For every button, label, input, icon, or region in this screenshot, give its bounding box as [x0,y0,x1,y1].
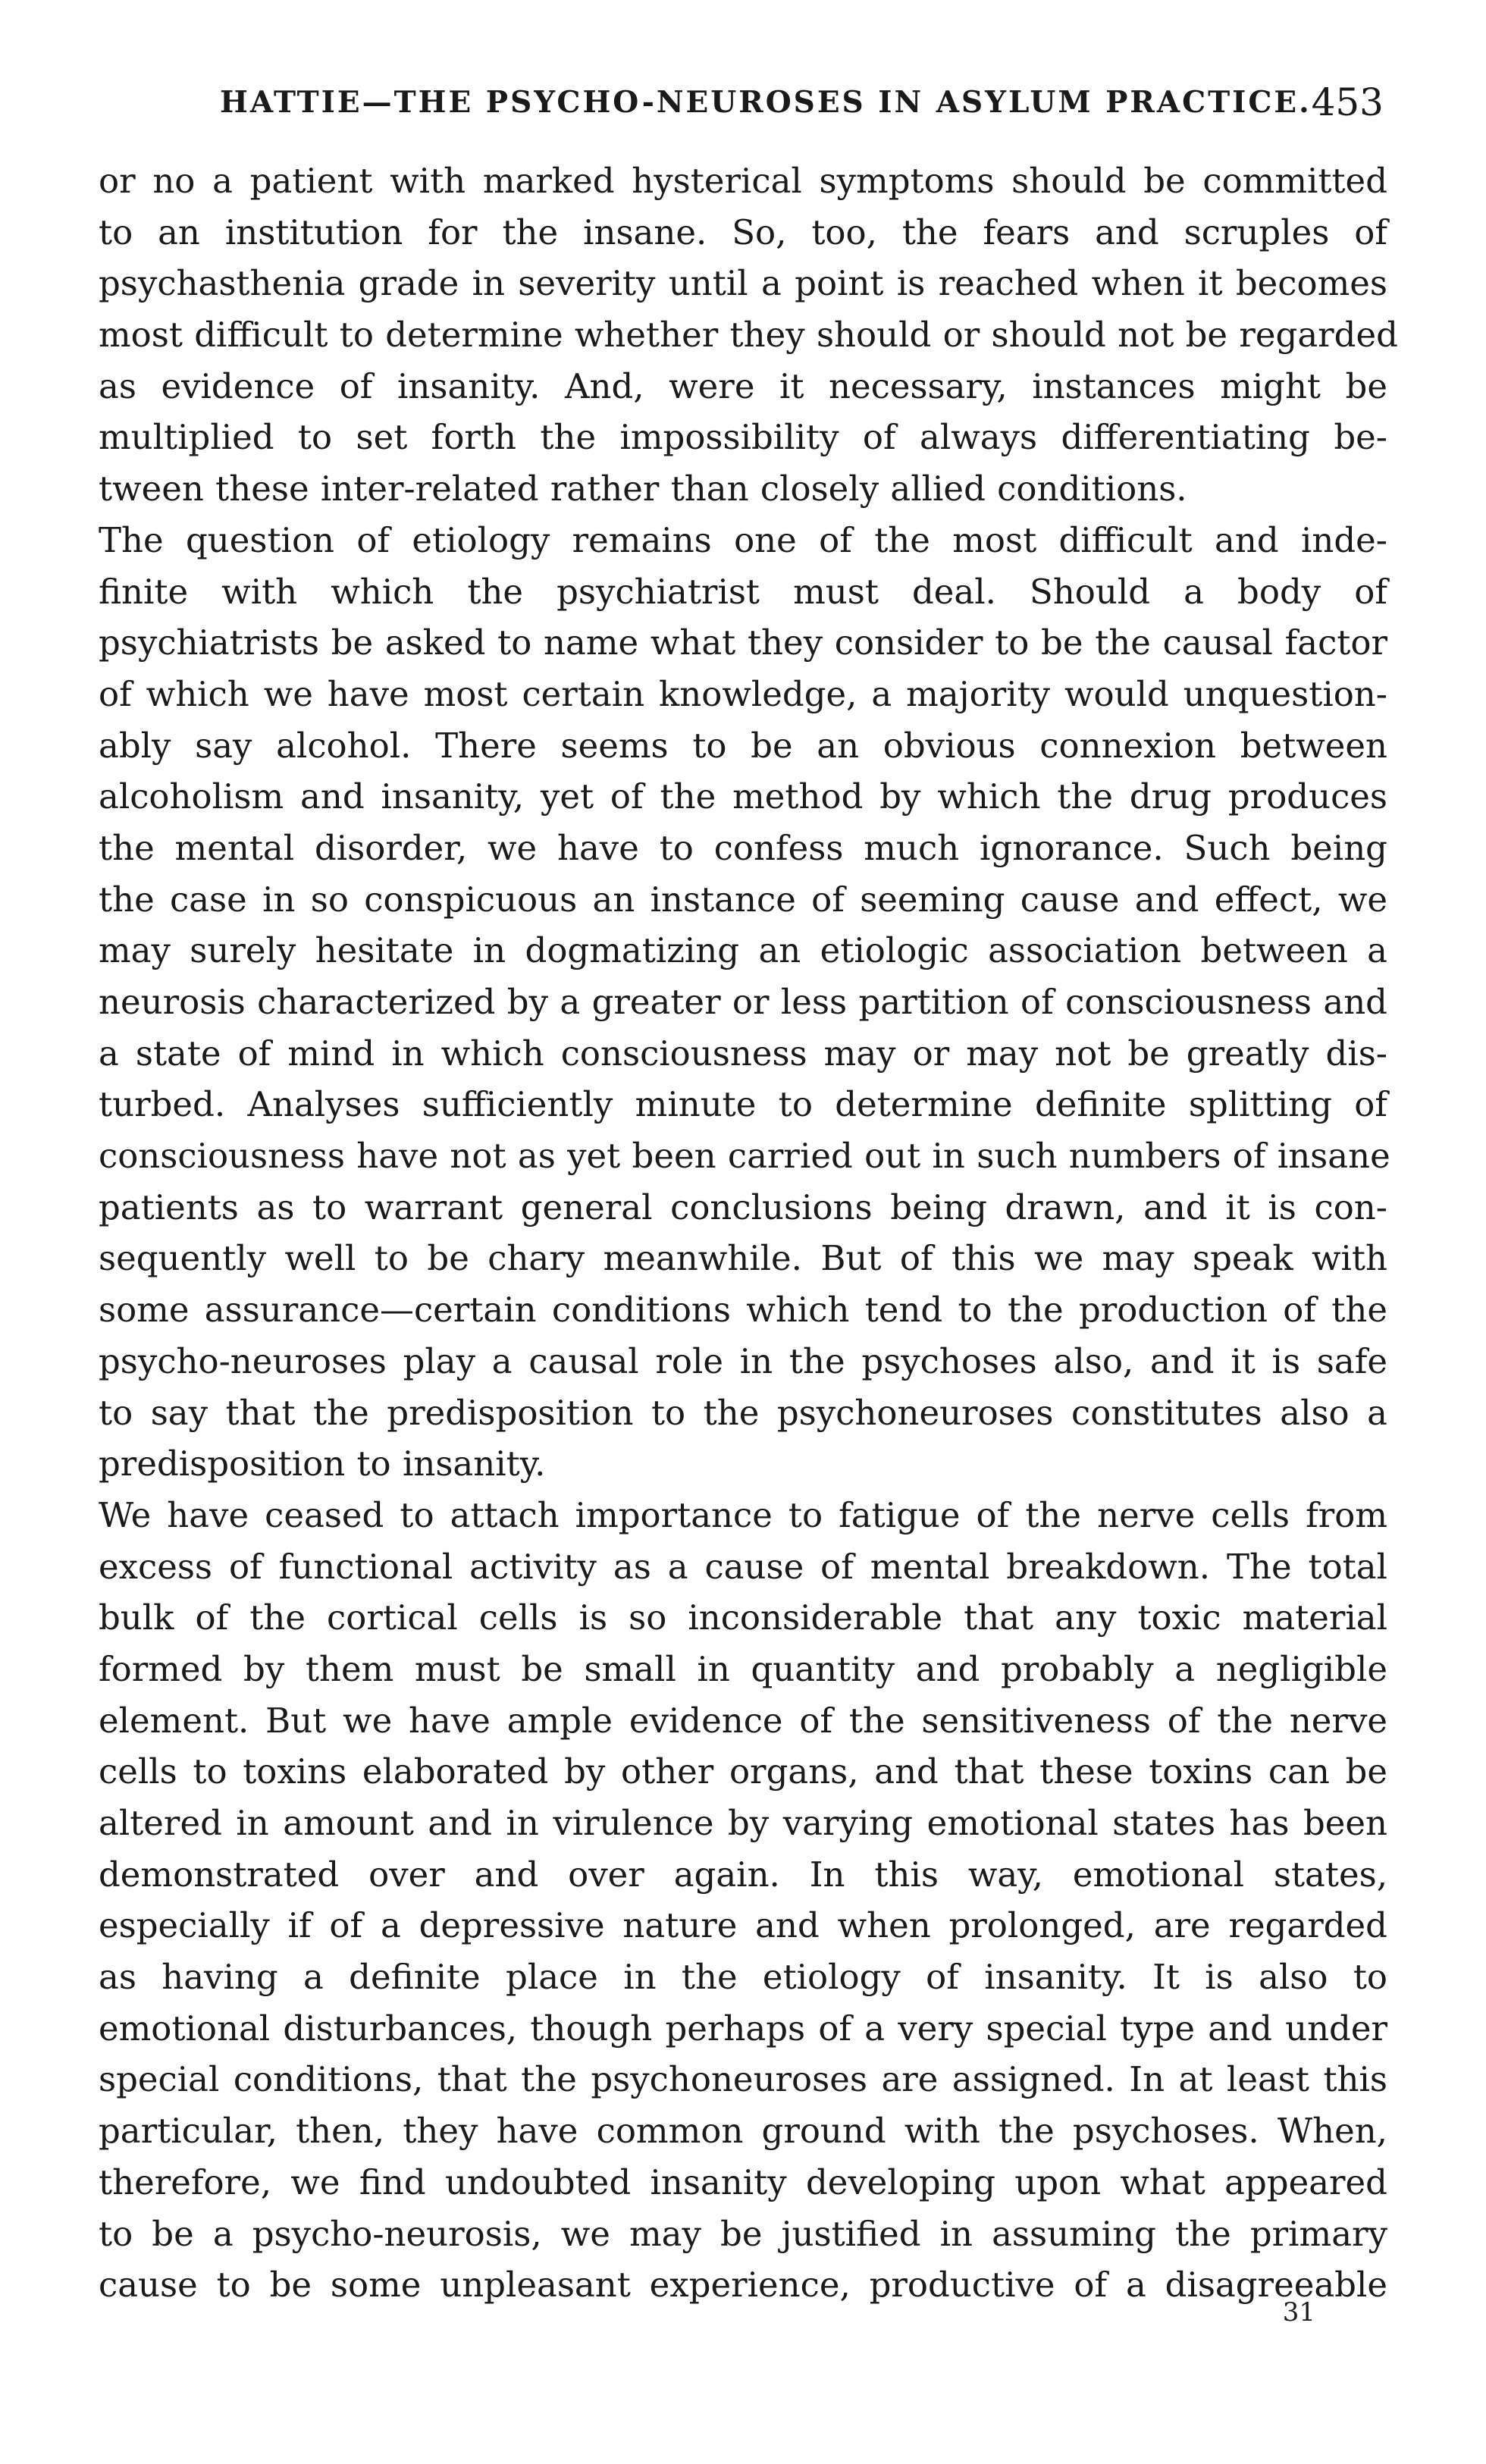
text-line: the mental disorder, we have to confess much ignorance. Such being [99,827,1387,868]
text-line: altered in amount and in virulence by varying emotional states has been [99,1803,1387,1843]
text-line: turbed. Analyses sufficiently minute to determine definite splitting of [99,1084,1387,1125]
text-line: special conditions, that the psychoneuroses are assigned. In at least this [99,2059,1387,2100]
text-line: ably say alcohol. There seems to be an obvious connexion between [99,725,1387,766]
text-line: of which we have most certain knowledge, a majority would unquestion- [99,673,1387,714]
text-line: finite with which the psychiatrist must deal. Should a body of [99,571,1387,612]
text-line: as having a definite place in the etiology of insanity. It is also to [99,1957,1387,1998]
text-line: especially if of a depressive nature and when prolonged, are regarded [99,1905,1387,1946]
text-line: consciousness have not as yet been carried out in such numbers of insane [99,1136,1390,1177]
text-line: some assurance—certain conditions which tend to the production of the [99,1290,1387,1331]
text-line: excess of functional activity as a cause of mental breakdown. The total [99,1546,1387,1587]
text-line: emotional disturbances, though perhaps of a very special type and under [99,2008,1387,2049]
text-line: neurosis characterized by a greater or less partition of consciousness and [99,982,1387,1022]
text-line: or no a patient with marked hysterical symptoms should be committed [99,161,1387,201]
paragraph-3 [99,1490,1387,2311]
text-line: multiplied to set forth the impossibility of always differentiating be- [99,417,1387,458]
text-line: alcoholism and insanity, yet of the method by which the drug produces [99,776,1387,817]
text-line: patients as to warrant general conclusions being drawn, and it is con- [99,1187,1387,1227]
text-line: element. But we have ample evidence of the sensitiveness of the nerve [99,1700,1387,1741]
body-text [99,155,1398,2311]
text-line: sequently well to be chary meanwhile. But of this we may speak with [99,1238,1387,1279]
text-line: psychiatrists be asked to name what they consider to be the causal factor [99,622,1387,663]
text-line: to an institution for the insane. So, too, the fears and scruples of [99,212,1387,252]
running-head [0,80,1486,130]
text-line: cells to toxins elaborated by other organs, and that these toxins can be [99,1751,1387,1792]
text-line: most difficult to determine whether they should or should not be regarded [99,315,1398,356]
text-line: demonstrated over and over again. In this way, emotional states, [99,1854,1387,1895]
text-line: particular, then, they have common ground with the psychoses. When, [99,2111,1387,2152]
text-line: cause to be some unpleasant experience, productive of a disagreeable [99,2265,1387,2306]
text-line: may surely hesitate in dogmatizing an etiologic association between a [99,930,1387,971]
paragraph-1 [99,155,1398,515]
text-line: to be a psycho-neurosis, we may be justified in assuming the primary [99,2213,1387,2254]
text-line: We have ceased to attach importance to fatigue of the nerve cells from [99,1494,1387,1535]
text-line: tween these inter-related rather than closely allied conditions. [99,469,1187,509]
text-line: The question of etiology remains one of the most difficult and inde- [99,519,1387,560]
paragraph-2 [99,515,1390,1490]
signature-mark: 31 [1282,2297,1315,2328]
text-line: psycho-neuroses play a causal role in the psychoses also, and it is safe [99,1340,1387,1381]
text-line: as evidence of insanity. And, were it necessary, instances might be [99,365,1387,406]
text-line: psychasthenia grade in severity until a point is reached when it becomes [99,263,1387,304]
text-line: therefore, we find undoubted insanity developing upon what appeared [99,2161,1387,2202]
text-line: bulk of the cortical cells is so inconsiderable that any toxic material [99,1597,1387,1638]
text-line: formed by them must be small in quantity and probably a negligible [99,1648,1387,1689]
text-line: to say that the predisposition to the psychoneuroses constitutes also a [99,1392,1387,1433]
page-number: 453 [1311,80,1384,124]
text-line: a state of mind in which consciousness may or may not be greatly dis- [99,1033,1387,1074]
text-line: the case in so conspicuous an instance of seeming cause and effect, we [99,879,1387,920]
text-line: predisposition to insanity. [99,1444,546,1484]
running-title: HATTIE—THE PSYCHO-NEUROSES IN ASYLUM PRACTICE. [220,85,1312,120]
